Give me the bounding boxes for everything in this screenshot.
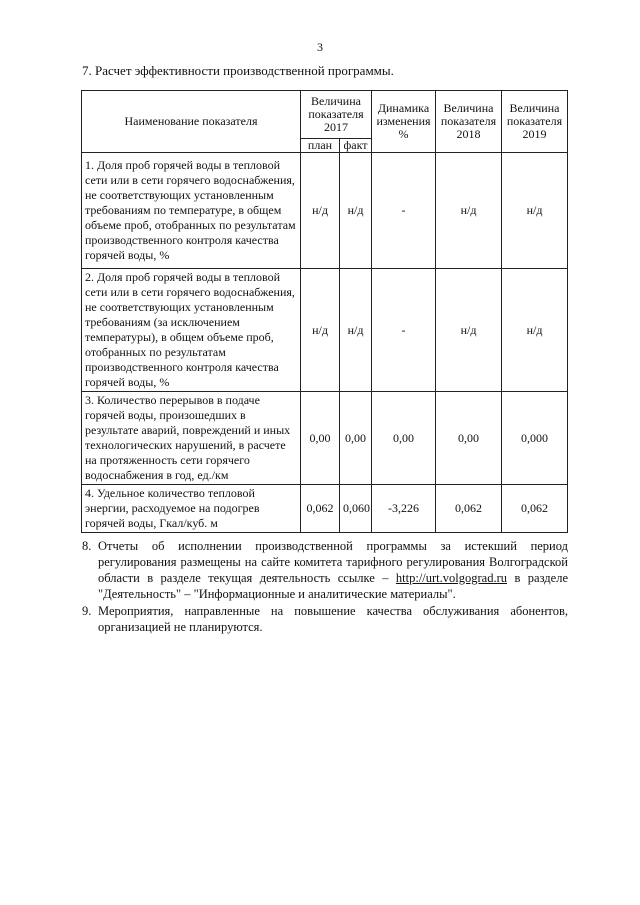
- row-value-2019: н/д: [502, 153, 568, 269]
- row-value-2018: 0,062: [436, 485, 502, 533]
- header-value-2018: Величина показателя 2018: [436, 91, 502, 153]
- note-number: 9.: [82, 604, 92, 618]
- header-value-2019: Величина показателя 2019: [502, 91, 568, 153]
- row-name: 1. Доля проб горячей воды в тепловой сети или в сети горячего водоснабжения, не соответствующих установленным требованиям по температуре, в общем объеме проб, отобранных по результатам производственного контроля качества горячей воды, %: [82, 153, 301, 269]
- row-value-2018: н/д: [436, 153, 502, 269]
- header-plan: план: [301, 139, 340, 153]
- row-fact: н/д: [340, 269, 372, 392]
- table-row: [82, 392, 568, 485]
- note-text: Отчеты об исполнении производственной программы за истекший период регулирования размещены на сайте комитета тарифного регулирования Волгоградской области в разделе текущая деятельность ссылке –: [98, 539, 568, 585]
- efficiency-table: [81, 90, 568, 533]
- row-fact: н/д: [340, 153, 372, 269]
- row-dynamics: 0,00: [372, 392, 436, 485]
- table-row: [82, 269, 568, 392]
- note-number: 8.: [82, 539, 92, 553]
- row-value-2019: 0,000: [502, 392, 568, 485]
- row-plan: н/д: [301, 269, 340, 392]
- table-row: [82, 485, 568, 533]
- page-number: 3: [317, 40, 323, 54]
- row-dynamics: -: [372, 269, 436, 392]
- report-link[interactable]: http://urt.volgograd.ru: [395, 571, 508, 585]
- row-name: 2. Доля проб горячей воды в тепловой сети или в сети горячего водоснабжения, не соответствующих установленным требованиям (за исключением температуры), в общем объеме проб, отобранных по результатам производственного контроля качества горячей воды, %: [82, 269, 301, 392]
- row-dynamics: -: [372, 153, 436, 269]
- header-fact: факт: [340, 139, 372, 153]
- row-name: 3. Количество перерывов в подаче горячей воды, произошедших в результате аварий, повреждений и иных технологических нарушений, в расчете на протяженность сети горячего водоснабжения в год, ед./км: [82, 392, 301, 485]
- header-dynamics: Динамика изменения %: [372, 91, 436, 153]
- header-value-2017: Величина показателя 2017: [301, 91, 372, 139]
- table-row: [82, 153, 568, 269]
- row-fact: 0,00: [340, 392, 372, 485]
- row-value-2019: 0,062: [502, 485, 568, 533]
- row-plan: 0,062: [301, 485, 340, 533]
- row-plan: 0,00: [301, 392, 340, 485]
- row-fact: 0,060: [340, 485, 372, 533]
- section-title: 7. Расчет эффективности производственной программы.: [82, 63, 394, 78]
- row-plan: н/д: [301, 153, 340, 269]
- row-value-2019: н/д: [502, 269, 568, 392]
- row-dynamics: -3,226: [372, 485, 436, 533]
- note-text-continued: в разделе "Деятельность" – "Информационные и аналитические материалы".: [98, 571, 568, 601]
- row-value-2018: 0,00: [436, 392, 502, 485]
- note-text: Мероприятия, направленные на повышение качества обслуживания абонентов, организацией не планируются.: [98, 604, 568, 634]
- header-name: Наименование показателя: [82, 91, 301, 153]
- note-8: [82, 538, 568, 602]
- notes: [82, 538, 568, 636]
- row-name: 4. Удельное количество тепловой энергии, расходуемое на подогрев горячей воды, Гкал/куб. м: [82, 485, 301, 533]
- note-9: [82, 603, 568, 635]
- row-value-2018: н/д: [436, 269, 502, 392]
